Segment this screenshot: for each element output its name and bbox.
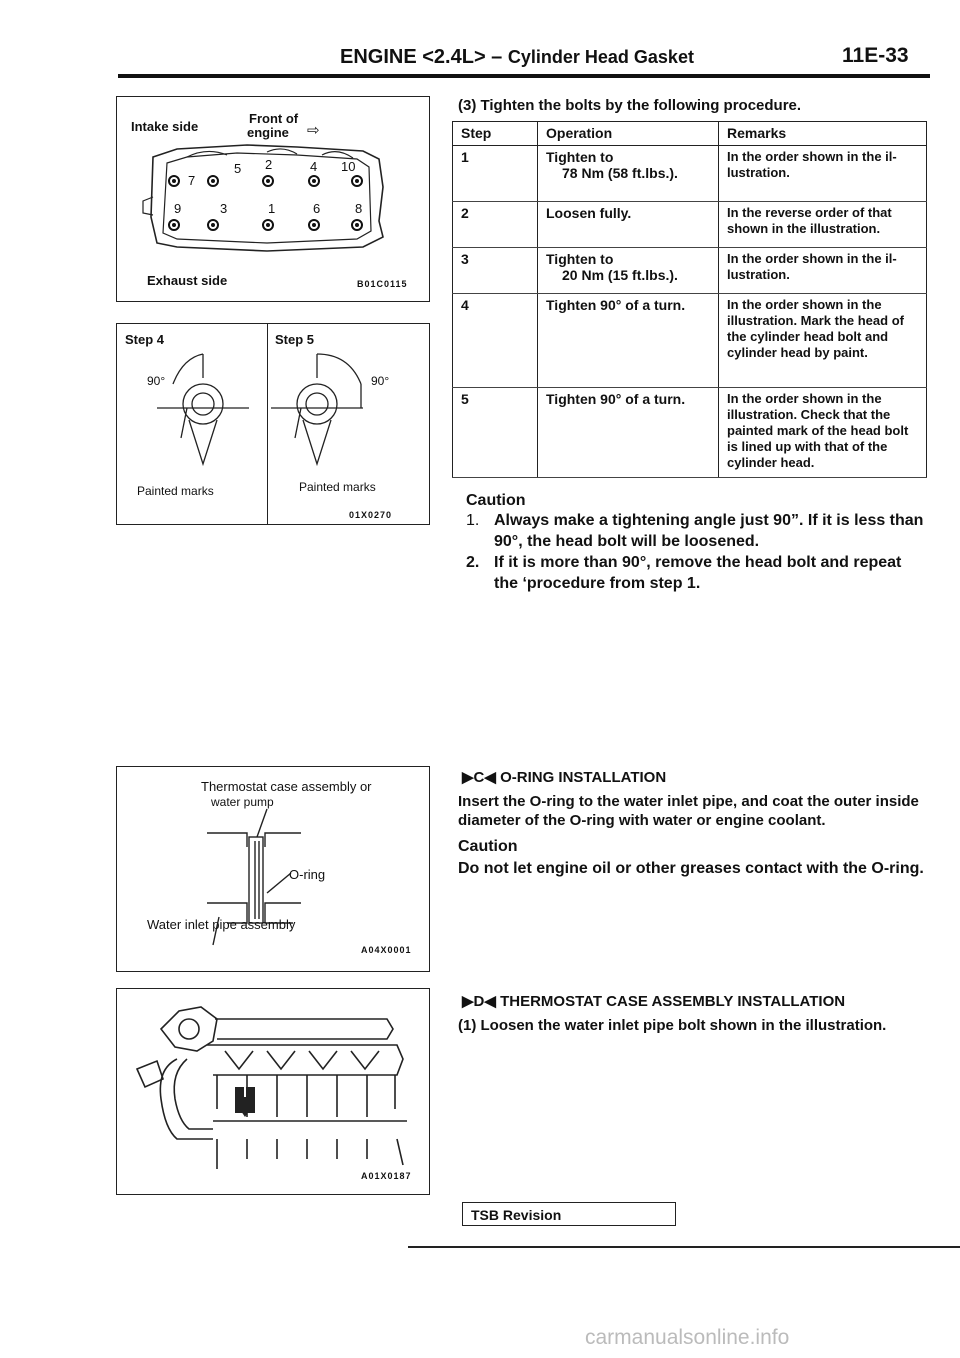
remarks-cell: In the order shown in the il- lustration. bbox=[719, 248, 927, 294]
procedure-table bbox=[452, 121, 927, 478]
caution-heading: Caution bbox=[458, 838, 518, 855]
caution-item-number: 1. bbox=[466, 512, 480, 529]
bolt-number: 2 bbox=[265, 157, 273, 172]
operation-cell: Tighten to 78 Nm (58 ft.lbs.). bbox=[538, 146, 719, 202]
section-name: Cylinder Head Gasket bbox=[507, 47, 694, 67]
water-pump-label: water pump bbox=[211, 795, 274, 809]
thermostat-section-heading: ▶D◀ THERMOSTAT CASE ASSEMBLY INSTALLATION bbox=[462, 993, 846, 1010]
bolt-number: 8 bbox=[355, 201, 363, 216]
watermark: carmanualsonline.info bbox=[585, 1326, 790, 1349]
figure-oring bbox=[116, 766, 430, 972]
operation-cell: Tighten 90° of a turn. bbox=[538, 388, 719, 478]
caution-heading: Caution bbox=[466, 492, 526, 509]
bolt-number: 9 bbox=[174, 201, 182, 216]
column-header: Remarks bbox=[719, 122, 927, 146]
oring-label: O-ring bbox=[289, 867, 326, 882]
engine-label: engine bbox=[247, 125, 289, 140]
caution-item-number: 2. bbox=[466, 554, 480, 571]
caution-item: Do not let engine oil or other greases contact with the O-ring. bbox=[458, 860, 924, 877]
oring-section-heading: ▶C◀ O-RING INSTALLATION bbox=[462, 769, 667, 786]
step-cell: 2 bbox=[453, 202, 538, 248]
thermostat-label: Thermostat case assembly or bbox=[201, 779, 372, 794]
step-cell: 5 bbox=[453, 388, 538, 478]
step-cell: 3 bbox=[453, 248, 538, 294]
bolt-number: 3 bbox=[220, 201, 228, 216]
oring-instructions: Insert the O-ring to the water inlet pipe, and coat the outer inside diameter of the O-ring with water or engine coolant. bbox=[458, 793, 919, 829]
table-row bbox=[453, 294, 927, 388]
remarks-cell: In the reverse order of that shown in the illustration. bbox=[719, 202, 927, 248]
chapter-name: ENGINE bbox=[340, 46, 417, 68]
operation-cell: Loosen fully. bbox=[538, 202, 719, 248]
angle-label: 90° bbox=[371, 374, 390, 388]
bolt-number: 6 bbox=[313, 201, 321, 216]
table-row bbox=[453, 202, 927, 248]
operation-cell: Tighten 90° of a turn. bbox=[538, 294, 719, 388]
caution-item: If it is more than 90°, remove the head bolt and repeat the ‘procedure from step 1. bbox=[494, 554, 902, 592]
bolt-number: 10 bbox=[341, 159, 356, 174]
bolt-number: 1 bbox=[268, 201, 276, 216]
engine-drawing bbox=[117, 989, 429, 1194]
remarks-cell: In the order shown in the il- lustration. bbox=[719, 146, 927, 202]
arrow-right-icon: ⇨ bbox=[307, 122, 320, 139]
table-row bbox=[453, 388, 927, 478]
figure-code: A01X0187 bbox=[361, 1171, 412, 1181]
front-label: Front of bbox=[249, 111, 299, 126]
exhaust-side-label: Exhaust side bbox=[147, 273, 228, 288]
page-title bbox=[340, 46, 694, 69]
step-cell: 4 bbox=[453, 294, 538, 388]
bolt-number: 5 bbox=[234, 161, 242, 176]
step4-label: Step 4 bbox=[125, 332, 165, 347]
water-inlet-pipe-label: Water inlet pipe assembly bbox=[147, 917, 296, 932]
page-number: 11E-33 bbox=[842, 44, 909, 67]
column-header: Step bbox=[453, 122, 538, 146]
painted-marks-label: Painted marks bbox=[137, 484, 214, 498]
intake-side-label: Intake side bbox=[131, 119, 199, 134]
figure-steps-4-5 bbox=[116, 323, 430, 525]
figure-bolt-order bbox=[116, 96, 430, 302]
procedure-intro: (3) Tighten the bolts by the following procedure. bbox=[458, 97, 802, 114]
header-rule bbox=[118, 74, 930, 78]
figure-code: B01C0115 bbox=[357, 279, 408, 289]
engine-variant: <2.4L> – bbox=[422, 46, 503, 68]
painted-marks-label: Painted marks bbox=[299, 480, 376, 494]
bolt-number: 4 bbox=[310, 159, 318, 174]
step5-label: Step 5 bbox=[275, 332, 315, 347]
angle-label: 90° bbox=[147, 374, 166, 388]
remarks-cell: In the order shown in the illustration. Check that the painted mark of the head bolt is lined up with that of the cylinder head. bbox=[719, 388, 927, 478]
tsb-revision-box: TSB Revision bbox=[462, 1202, 676, 1226]
column-header: Operation bbox=[538, 122, 719, 146]
figure-thermostat-case bbox=[116, 988, 430, 1195]
caution-item: Always make a tightening angle just 90”. If it is less than 90°, the head bolt will be loosened. bbox=[494, 512, 924, 550]
remarks-cell: In the order shown in the illustration. Mark the head of the cylinder head bolt and cylinder head by paint. bbox=[719, 294, 927, 388]
thermostat-instructions: (1) Loosen the water inlet pipe bolt shown in the illustration. bbox=[458, 1017, 887, 1034]
figure-code: A04X0001 bbox=[361, 945, 412, 955]
footer-rule bbox=[408, 1246, 960, 1248]
figure-code: 01X0270 bbox=[349, 510, 393, 520]
step-cell: 1 bbox=[453, 146, 538, 202]
bolt-number: 7 bbox=[188, 173, 196, 188]
cylinder-head-drawing bbox=[117, 97, 429, 301]
operation-cell: Tighten to 20 Nm (15 ft.lbs.). bbox=[538, 248, 719, 294]
table-row bbox=[453, 248, 927, 294]
table-row bbox=[453, 146, 927, 202]
table-header-row bbox=[453, 122, 927, 146]
oring-drawing bbox=[117, 767, 429, 971]
